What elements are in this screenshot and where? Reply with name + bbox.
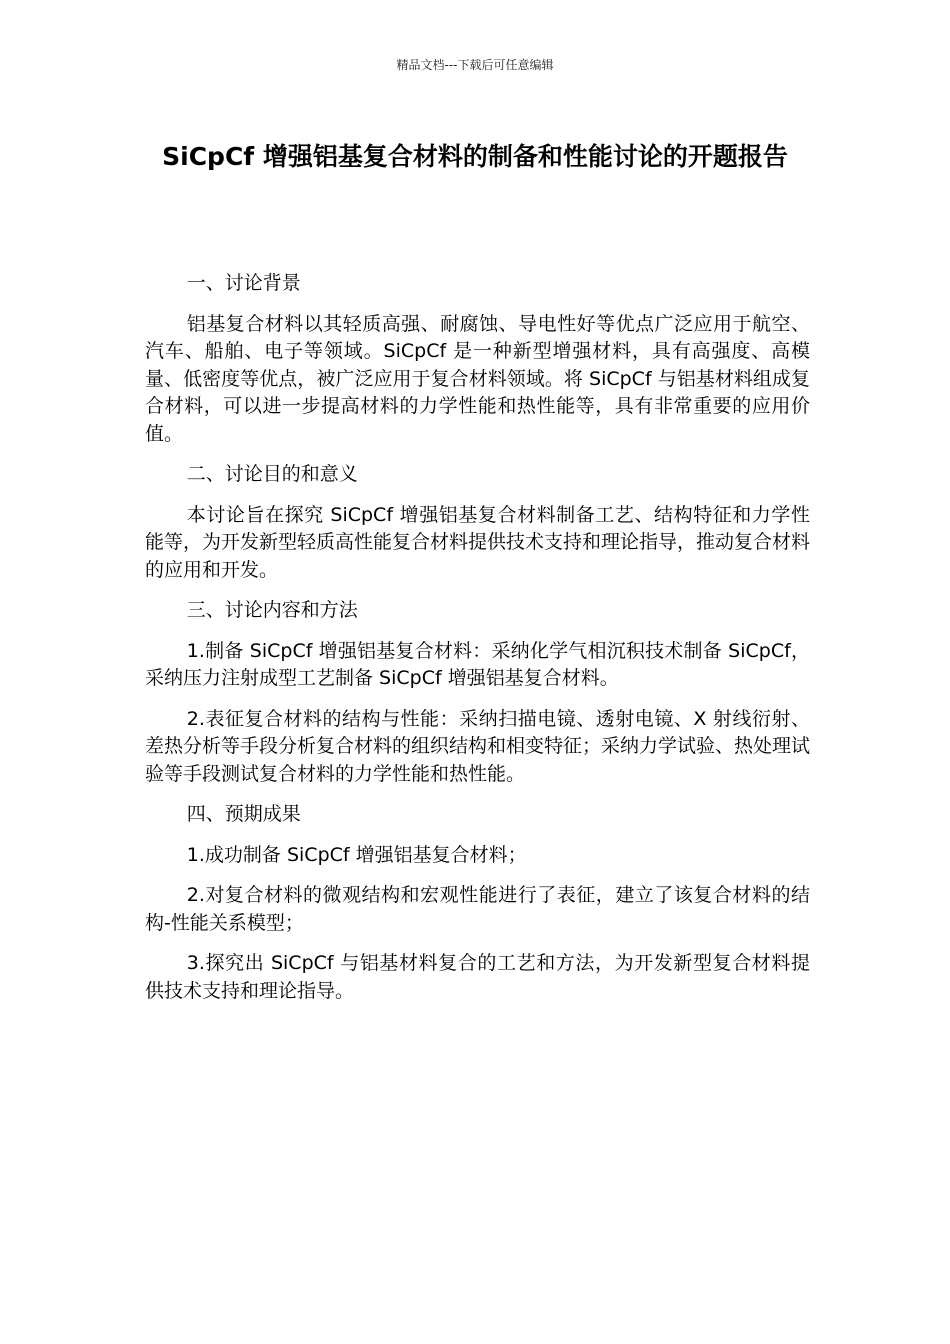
paragraph-outcome-3: 3.探究出 SiCpCf 与铝基材料复合的工艺和方法，为开发新型复合材料提供技术支持和理论指导。 <box>145 952 810 1002</box>
header-note: 精品文档---下载后可任意编辑 <box>396 58 554 72</box>
section-heading-outcomes: 四、预期成果 <box>186 803 301 825</box>
document-title: SiCpCf 增强铝基复合材料的制备和性能讨论的开题报告 <box>162 142 788 171</box>
section-heading-methods: 三、讨论内容和方法 <box>186 599 358 621</box>
paragraph-purpose: 本讨论旨在探究 SiCpCf 增强铝基复合材料制备工艺、结构特征和力学性能等，为开发新型轻质高性能复合材料提供技术支持和理论指导，推动复合材料的应用和开发。 <box>145 503 811 581</box>
paragraph-background: 铝基复合材料以其轻质高强、耐腐蚀、导电性好等优点广泛应用于航空、汽车、船舶、电子等领域。SiCpCf 是一种新型增强材料，具有高强度、高模量、低密度等优点，被广泛应用于复合材料领域。将 SiCpCf 与铝基材料组成复合材料，可以进一步提高材料的力学性能和热性能等，具有非常重要的应用价值。 <box>145 312 810 445</box>
paragraph-method-1: 1.制备 SiCpCf 增强铝基复合材料：采纳化学气相沉积技术制备 SiCpCf，采纳压力注射成型工艺制备 SiCpCf 增强铝基复合材料。 <box>145 639 810 689</box>
paragraph-method-2: 2.表征复合材料的结构与性能：采纳扫描电镜、透射电镜、X 射线衍射、差热分析等手段分析复合材料的组织结构和相变特征；采纳力学试验、热处理试验等手段测试复合材料的力学性能和热性能。 <box>145 707 811 785</box>
paragraph-outcome-2: 2.对复合材料的微观结构和宏观性能进行了表征，建立了该复合材料的结构-性能关系模型； <box>145 884 810 934</box>
section-heading-purpose: 二、讨论目的和意义 <box>186 463 358 485</box>
paragraph-outcome-1: 1.成功制备 SiCpCf 增强铝基复合材料； <box>186 843 527 866</box>
document-body <box>145 270 810 1018</box>
section-heading-background: 一、讨论背景 <box>186 272 301 294</box>
